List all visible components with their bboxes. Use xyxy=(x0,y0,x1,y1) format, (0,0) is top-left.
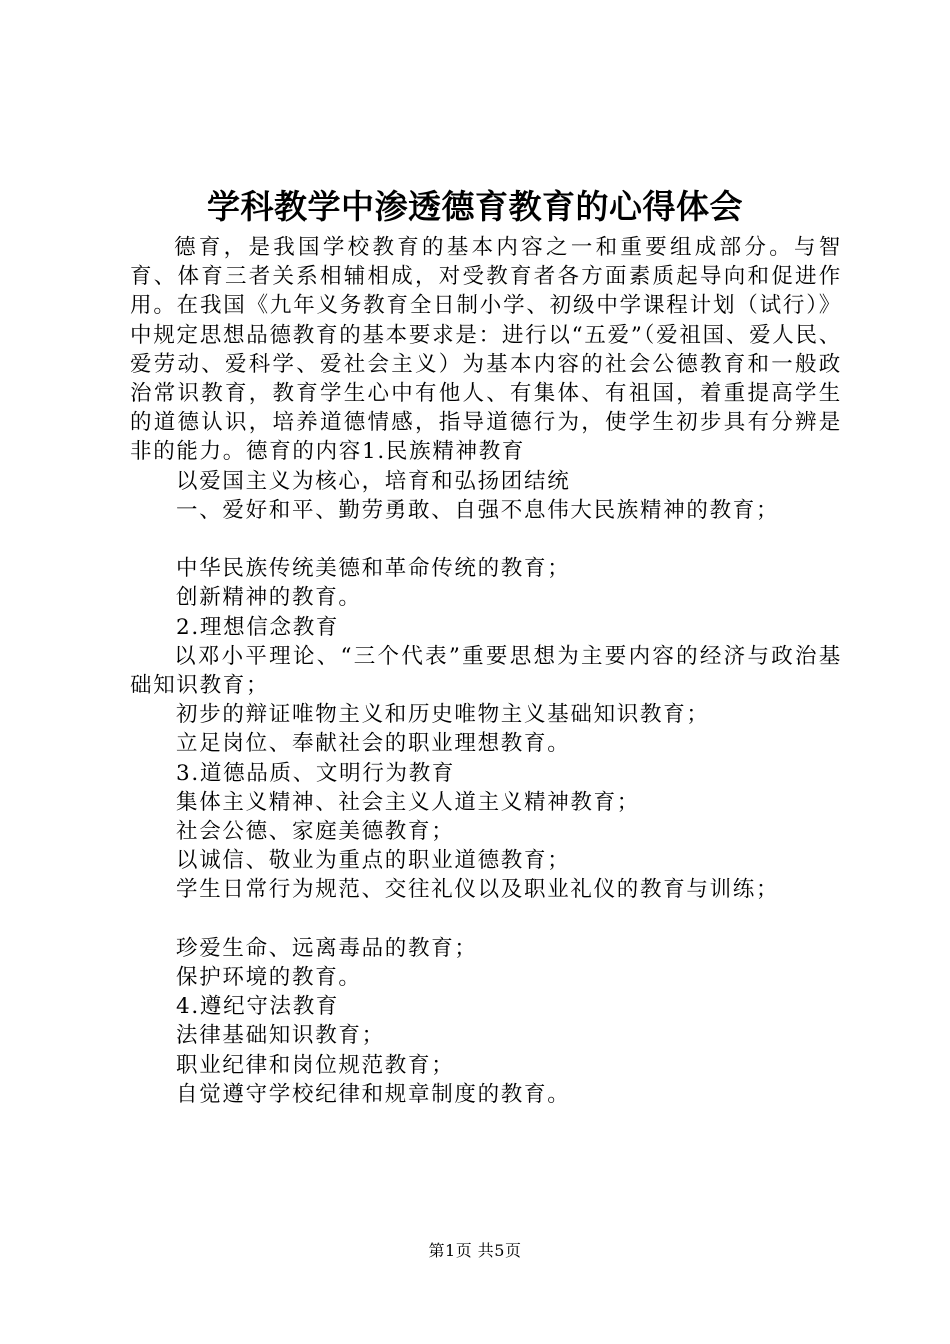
blank-line xyxy=(130,905,842,934)
document-title: 学科教学中渗透德育教育的心得体会 xyxy=(207,187,743,226)
section-heading: 3.道德品质、文明行为教育 xyxy=(176,760,456,786)
body-paragraph: 以邓小平理论、“三个代表”重要思想为主要内容的经济与政治基础知识教育； xyxy=(130,643,842,699)
text-line: 学生日常行为规范、交往礼仪以及职业礼仪的教育与训练； xyxy=(176,877,780,903)
text-line: 以爱国主义为核心，培育和弘扬团结统 xyxy=(176,468,571,494)
page-number: 第1页 共5页 xyxy=(428,1241,522,1260)
text-line: 自觉遵守学校纪律和规章制度的教育。 xyxy=(176,1081,571,1107)
text-line: 法律基础知识教育； xyxy=(176,1023,385,1049)
text-line: 创新精神的教育。 xyxy=(176,585,362,611)
text-line: 中华民族传统美德和革命传统的教育； xyxy=(176,556,571,582)
text-line: 职业纪律和岗位规范教育； xyxy=(176,1052,455,1078)
text-line: 保护环境的教育。 xyxy=(176,965,362,991)
section-heading: 2.理想信念教育 xyxy=(176,614,340,640)
document-body xyxy=(130,233,842,1109)
intro-paragraph: 德育，是我国学校教育的基本内容之一和重要组成部分。与智育、体育三者关系相辅相成，对受教育者各方面素质起导向和促进作用。在我国《九年义务教育全日制小学、初级中学课程计划（试行）》中规定思想品德教育的基本要求是：进行以“五爱”（爱祖国、爱人民、爱劳动、爱科学、爱社会主义）为基本内容的社会公德教育和一般政治常识教育，教育学生心中有他人、有集体、有祖国，着重提高学生的道德认识，培养道德情感，指导道德行为，使学生初步具有分辨是非的能力。德育的内容1.民族精神教育 xyxy=(130,235,842,465)
text-line: 立足岗位、奉献社会的职业理想教育。 xyxy=(176,731,571,757)
blank-line xyxy=(130,525,842,554)
text-line: 集体主义精神、社会主义人道主义精神教育； xyxy=(176,789,641,815)
text-line: 珍爱生命、远离毒品的教育； xyxy=(176,935,478,961)
section-heading: 4.遵纪守法教育 xyxy=(176,994,340,1020)
text-line: 以诚信、敬业为重点的职业道德教育； xyxy=(176,848,571,874)
text-line: 社会公德、家庭美德教育； xyxy=(176,819,455,845)
text-line: 一、爱好和平、勤劳勇敢、自强不息伟大民族精神的教育； xyxy=(176,497,780,523)
text-line: 初步的辩证唯物主义和历史唯物主义基础知识教育； xyxy=(176,702,710,728)
